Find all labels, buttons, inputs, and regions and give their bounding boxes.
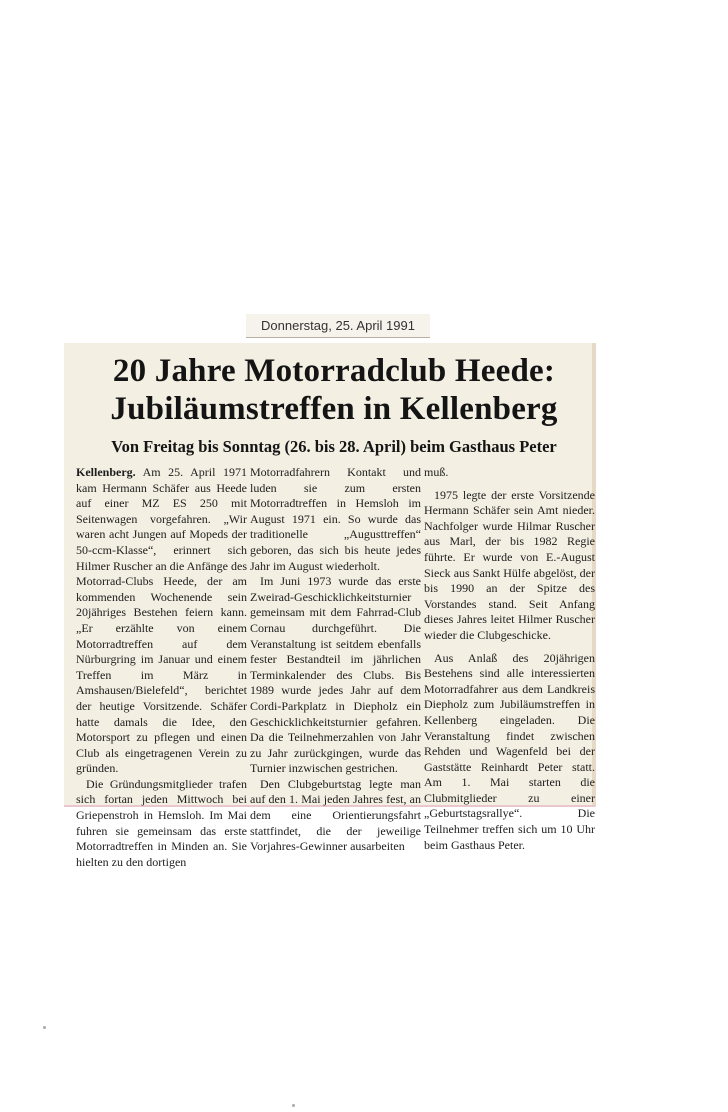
article-column-3 — [424, 465, 595, 853]
article-column-2 — [250, 465, 421, 855]
date-line: Donnerstag, 25. April 1991 — [246, 314, 430, 338]
paragraph: Im Juni 1973 wurde das erste Zweirad-Geschicklichkeitsturnier gemeinsam mit dem Fahrrad-Club Cornau durchgeführt. Die Veranstaltung ist seitdem ebenfalls fester Bestandteil im jährlichen Terminkalender des Clubs. Bis 1989 wurde jedes Jahr auf dem Cordi-Parkplatz in Diepholz ein Geschicklichkeitsturnier gefahren. Da die Teilnehmerzahlen von Jahr zu Jahr zurückgingen, wurde das Turnier inzwischen gestrichen. — [250, 574, 421, 776]
paragraph: Motorradfahrern Kontakt und luden sie zum ersten Motorradtreffen in Hemsloh im August 1971 ein. So wurde das traditionelle „Augusttreffen“ geboren, das sich bis heute jedes Jahr im August wiederholt. — [250, 465, 421, 573]
paragraph: Aus Anlaß des 20jährigen Bestehens sind alle interessierten Motorradfahrer aus dem Landkreis Diepholz zum Jubiläumstreffen in Kellenberg eingeladen. Die Veranstaltung findet zwischen Rehden und Wagenfeld bei der Gaststätte Reinhardt Peter statt. Am 1. Mai starten die Clubmitglieder zu einer „Geburtstagsrallye“. Die Teilnehmer treffen sich um 10 Uhr beim Gasthaus Peter. — [424, 650, 595, 852]
scan-speck — [43, 1026, 46, 1029]
headline-line-2: Jubiläumstreffen in Kellenberg — [110, 391, 558, 427]
paragraph: Den Clubgeburtstag legte man auf den 1. Mai jeden Jahres fest, an dem eine Orientierungsfahrt stattfindet, die der jeweilige Vorjahres-Gewinner ausarbeiten — [250, 776, 421, 854]
paragraph: muß. — [424, 465, 449, 479]
subheadline: Von Freitag bis Sonntag (26. bis 28. April) beim Gasthaus Peter — [111, 437, 557, 456]
paragraph — [76, 465, 247, 777]
scan-speck — [292, 1104, 295, 1107]
dateline: Kellenberg. — [76, 465, 136, 479]
paragraph: Die Gründungsmitglieder trafen sich fortan jeden Mittwoch bei Griepenstroh in Hemsloh. Im Mai fuhren sie gemeinsam das erste Motorradtreffen in Minden an. Sie hielten zu den dortigen — [76, 776, 247, 869]
headline-line-1: 20 Jahre Motorradclub Heede: — [112, 353, 556, 389]
article-column-1 — [76, 465, 247, 870]
headline — [76, 352, 592, 428]
paragraph: 1975 legte der erste Vorsitzende Hermann Schäfer sein Amt nieder. Nachfolger wurde Hilmar Ruscher aus Marl, der bis 1982 Regie führte. Er wurde von E.-August Sieck aus Sankt Hülfe abgelöst, der bis 1990 an der Spitze des Vorstandes stand. Seit Anfang dieses Jahres leitet Hilmer Ruscher wieder die Clubgeschicke. — [424, 487, 595, 642]
paragraph-text: Am 25. April 1971 kam Hermann Schäfer aus Heede auf einer MZ ES 250 mit Seitenwagen vorgefahren. „Wir waren acht Jungen auf Mopeds der 50-ccm-Klasse“, erinnert sich Hilmer Ruscher an die Anfänge des Motorrad-Clubs Heede, der am kommenden Wochenende sein 20jähriges Bestehen feiern kann. „Er erzählte von einem Motorradtreffen auf dem Nürburgring im Januar und einem Treffen im März in Amshausen/Bielefeld“, berichtet der heutige Vorsitzende. Schäfer hatte damals die Idee, den Motorsport zu pflegen und einen Club als eingetragenen Verein zu gründen. — [76, 465, 247, 776]
